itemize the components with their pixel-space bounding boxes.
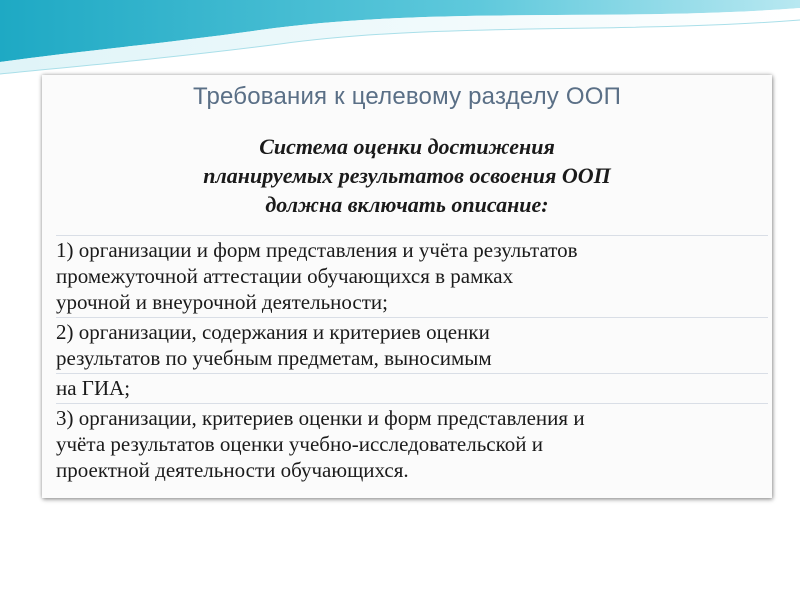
list-item: [56, 373, 768, 403]
list-item: [56, 403, 768, 485]
list-item-line: 1) организации и форм представления и учёта результатов: [56, 238, 578, 262]
list-item-line: 2) организации, содержания и критериев оценки: [56, 320, 490, 344]
subtitle-line: должна включать описание:: [265, 192, 549, 217]
list-item-line: 3) организации, критериев оценки и форм представления и: [56, 406, 585, 430]
list-item-line: промежуточной аттестации обучающихся в рамках: [56, 264, 514, 288]
subtitle: [42, 132, 772, 219]
content-panel: [42, 75, 772, 498]
list-item-line: проектной деятельности обучающихся.: [56, 458, 409, 482]
list-item-line: на ГИА;: [56, 376, 131, 400]
list-item-line: результатов по учебным предметам, выносимым: [56, 346, 492, 370]
requirements-list: [56, 235, 768, 485]
subtitle-line: планируемых результатов освоения ООП: [203, 163, 611, 188]
list-item-line: урочной и внеурочной деятельности;: [56, 290, 388, 314]
list-item: [56, 317, 768, 373]
list-item: [56, 235, 768, 317]
subtitle-line: Система оценки достижения: [259, 134, 555, 159]
header-wave-decoration: [0, 0, 800, 80]
slide-title: Требования к целевому разделу ООП: [192, 83, 622, 110]
list-item-line: учёта результатов оценки учебно-исследовательской и: [56, 432, 543, 456]
